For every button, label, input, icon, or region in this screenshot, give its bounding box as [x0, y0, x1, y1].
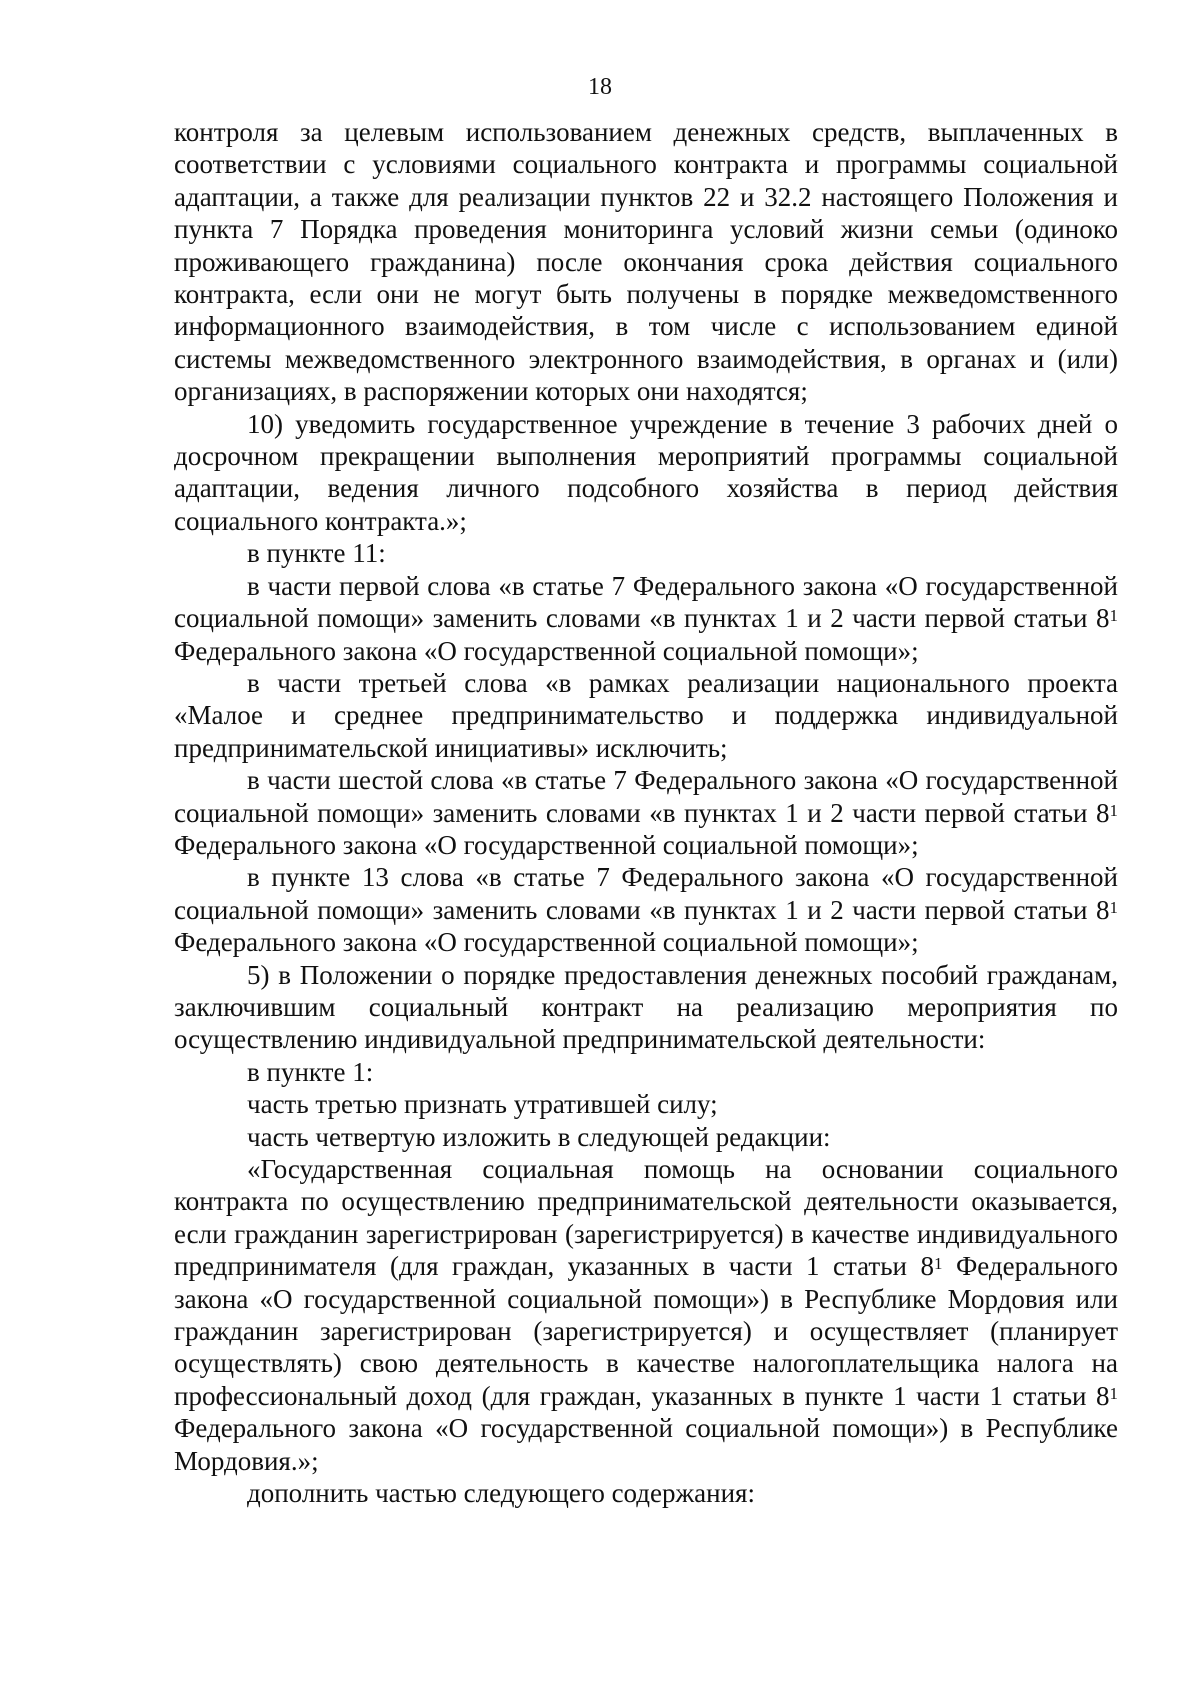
superscript: 1 — [1109, 606, 1118, 626]
paragraph-text: Федерального закона «О государственной социальной помощи») в Республике Мордовия.»; — [174, 1413, 1118, 1476]
paragraph-text: часть четвертую изложить в следующей редакции: — [247, 1121, 831, 1152]
paragraph — [174, 537, 1118, 569]
paragraph — [174, 1153, 1118, 1477]
paragraph-text: в части первой слова «в статье 7 Федерального закона «О государственной социальной помощи» заменить словами «в пунктах 1 и 2 части первой статьи 8 — [174, 570, 1118, 634]
paragraph — [174, 1088, 1118, 1120]
document-body — [174, 116, 1118, 1509]
paragraph — [174, 1121, 1118, 1153]
paragraph-text: в пункте 1: — [247, 1056, 374, 1087]
paragraph-text: «Государственная социальная помощь на основании социального контракта по осуществлению предпринимательской деятельности оказывается, если гражданин зарегистрирован (зарегистрируется) в качестве индивидуального предпринимателя (для граждан, указанных в части 1 статьи 8 — [174, 1154, 1118, 1282]
paragraph — [174, 1477, 1118, 1509]
paragraph-text: в пункте 11: — [247, 538, 386, 569]
paragraph — [174, 116, 1118, 408]
paragraph-text: 5) в Положении о порядке предоставления денежных пособий гражданам, заключившим социальный контракт на реализацию мероприятия по осуществлению индивидуальной предпринимательской деятельности: — [174, 959, 1118, 1055]
paragraph — [174, 667, 1118, 764]
superscript: 1 — [933, 1254, 943, 1274]
paragraph-text: часть третью признать утратившей силу; — [247, 1089, 718, 1120]
paragraph — [174, 861, 1118, 958]
paragraph — [174, 959, 1118, 1056]
superscript: 1 — [1109, 800, 1118, 820]
superscript: 1 — [1109, 1383, 1118, 1403]
superscript: 1 — [1109, 897, 1118, 917]
paragraph-text: в части третьей слова «в рамках реализации национального проекта «Малое и среднее предпринимательство и поддержка индивидуальной предпринимательской инициативы» исключить; — [174, 667, 1118, 763]
paragraph — [174, 408, 1118, 538]
paragraph — [174, 570, 1118, 667]
paragraph-text: контроля за целевым использованием денежных средств, выплаченных в соответствии с условиями социального контракта и программы социальной адаптации, а также для реализации пунктов 22 и 32.2 настоящего Положения и пункта 7 Порядка проведения мониторинга условий жизни семьи (одиноко проживающего гражданина) после окончания срока действия социального контракта, если они не могут быть получены в порядке межведомственного информационного взаимодействия, в том числе с использованием единой системы межведомственного электронного взаимодействия, в органах и (или) организациях, в распоряжении которых они находятся; — [174, 117, 1118, 407]
paragraph-text: 10) уведомить государственное учреждение в течение 3 рабочих дней о досрочном прекращении выполнения мероприятий программы социальной адаптации, ведения личного подсобного хозяйства в период действия социального контракта.»; — [174, 408, 1118, 536]
paragraph — [174, 1056, 1118, 1088]
page-number: 18 — [588, 74, 612, 100]
paragraph-text: Федерального закона «О государственной социальной помощи»; — [174, 829, 919, 860]
paragraph-text: Федерального закона «О государственной социальной помощи»; — [174, 635, 919, 666]
paragraph — [174, 764, 1118, 861]
paragraph-text: в части шестой слова «в статье 7 Федерального закона «О государственной социальной помощи» заменить словами «в пунктах 1 и 2 части первой статьи 8 — [174, 765, 1118, 828]
paragraph-text: в пункте 13 слова «в статье 7 Федерального закона «О государственной социальной помощи» заменить словами «в пунктах 1 и 2 части первой статьи 8 — [174, 862, 1118, 925]
paragraph-text: дополнить частью следующего содержания: — [247, 1478, 755, 1509]
paragraph-text: Федерального закона «О государственной социальной помощи»; — [174, 927, 919, 958]
paragraph-text: Федерального закона «О государственной социальной помощи») в Республике Мордовия или гражданин зарегистрирован (зарегистрируется) и осуществляет (планирует осуществлять) свою деятельность в качестве налогоплательщика налога на профессиональный доход (для граждан, указанных в пункте 1 части 1 статьи 8 — [174, 1251, 1118, 1411]
